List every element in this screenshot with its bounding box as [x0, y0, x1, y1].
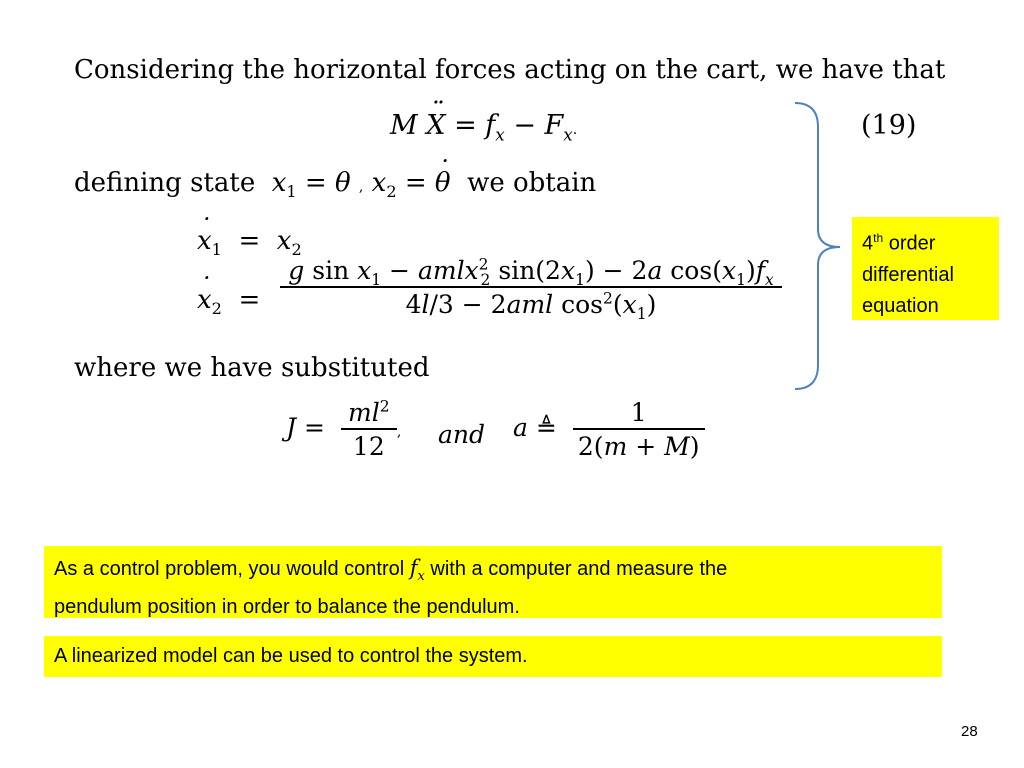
state-eq-1: x $˙_1 = x_2$ [197, 228, 302, 254]
equation-19: M X ¨ = $f_x - F_x$. [390, 112, 577, 139]
callout-line2: differential [862, 263, 954, 286]
callout-order-note [852, 217, 999, 320]
control-problem-line2: pendulum position in order to balance the pendulum. [54, 596, 520, 618]
callout-line3: equation [862, 294, 939, 317]
linearized-model-text: A linearized model can be used to control the system. [54, 645, 528, 667]
we-obtain-text: we obtain [467, 168, 597, 198]
state-eq-2-denominator: 4l/3 − 2aml $\cos^2(x_1)$ [280, 286, 782, 317]
where-text: where we have substituted [74, 353, 430, 383]
state-eq-2-numerator: g $\sin x_1$ − amlx$^2_2$ $\sin(2x_1) - 2a$ $\cos(x_1)f_x$ [288, 255, 774, 289]
control-problem-line1: As a control problem, you would control $f_x$ with a computer and measure the [54, 556, 728, 584]
linearized-model-note [44, 636, 942, 677]
right-brace [790, 97, 850, 397]
and-text: and [438, 420, 486, 449]
equation-19-label: (19) [861, 110, 917, 141]
state-eq-2-fraction [280, 255, 782, 323]
page-number: 28 [961, 723, 978, 740]
defining-line: defining state $x_1 = \theta$ , $x_2 = \theta$ ˙ we obtain [74, 170, 596, 196]
substitution-a: a ≜ $\frac{1}{2(m + M)}$ [513, 400, 705, 459]
control-problem-note [44, 546, 942, 618]
state-eq-2-lhs: x $˙_2$ = [197, 287, 260, 313]
defining-text: defining state [74, 168, 256, 198]
substitution-J: J = $\frac{ml^2}{12}$ , [286, 397, 402, 461]
callout-line1: 4th order [862, 231, 936, 255]
intro-text: Considering the horizontal forces acting on the cart, we have that [74, 55, 946, 85]
